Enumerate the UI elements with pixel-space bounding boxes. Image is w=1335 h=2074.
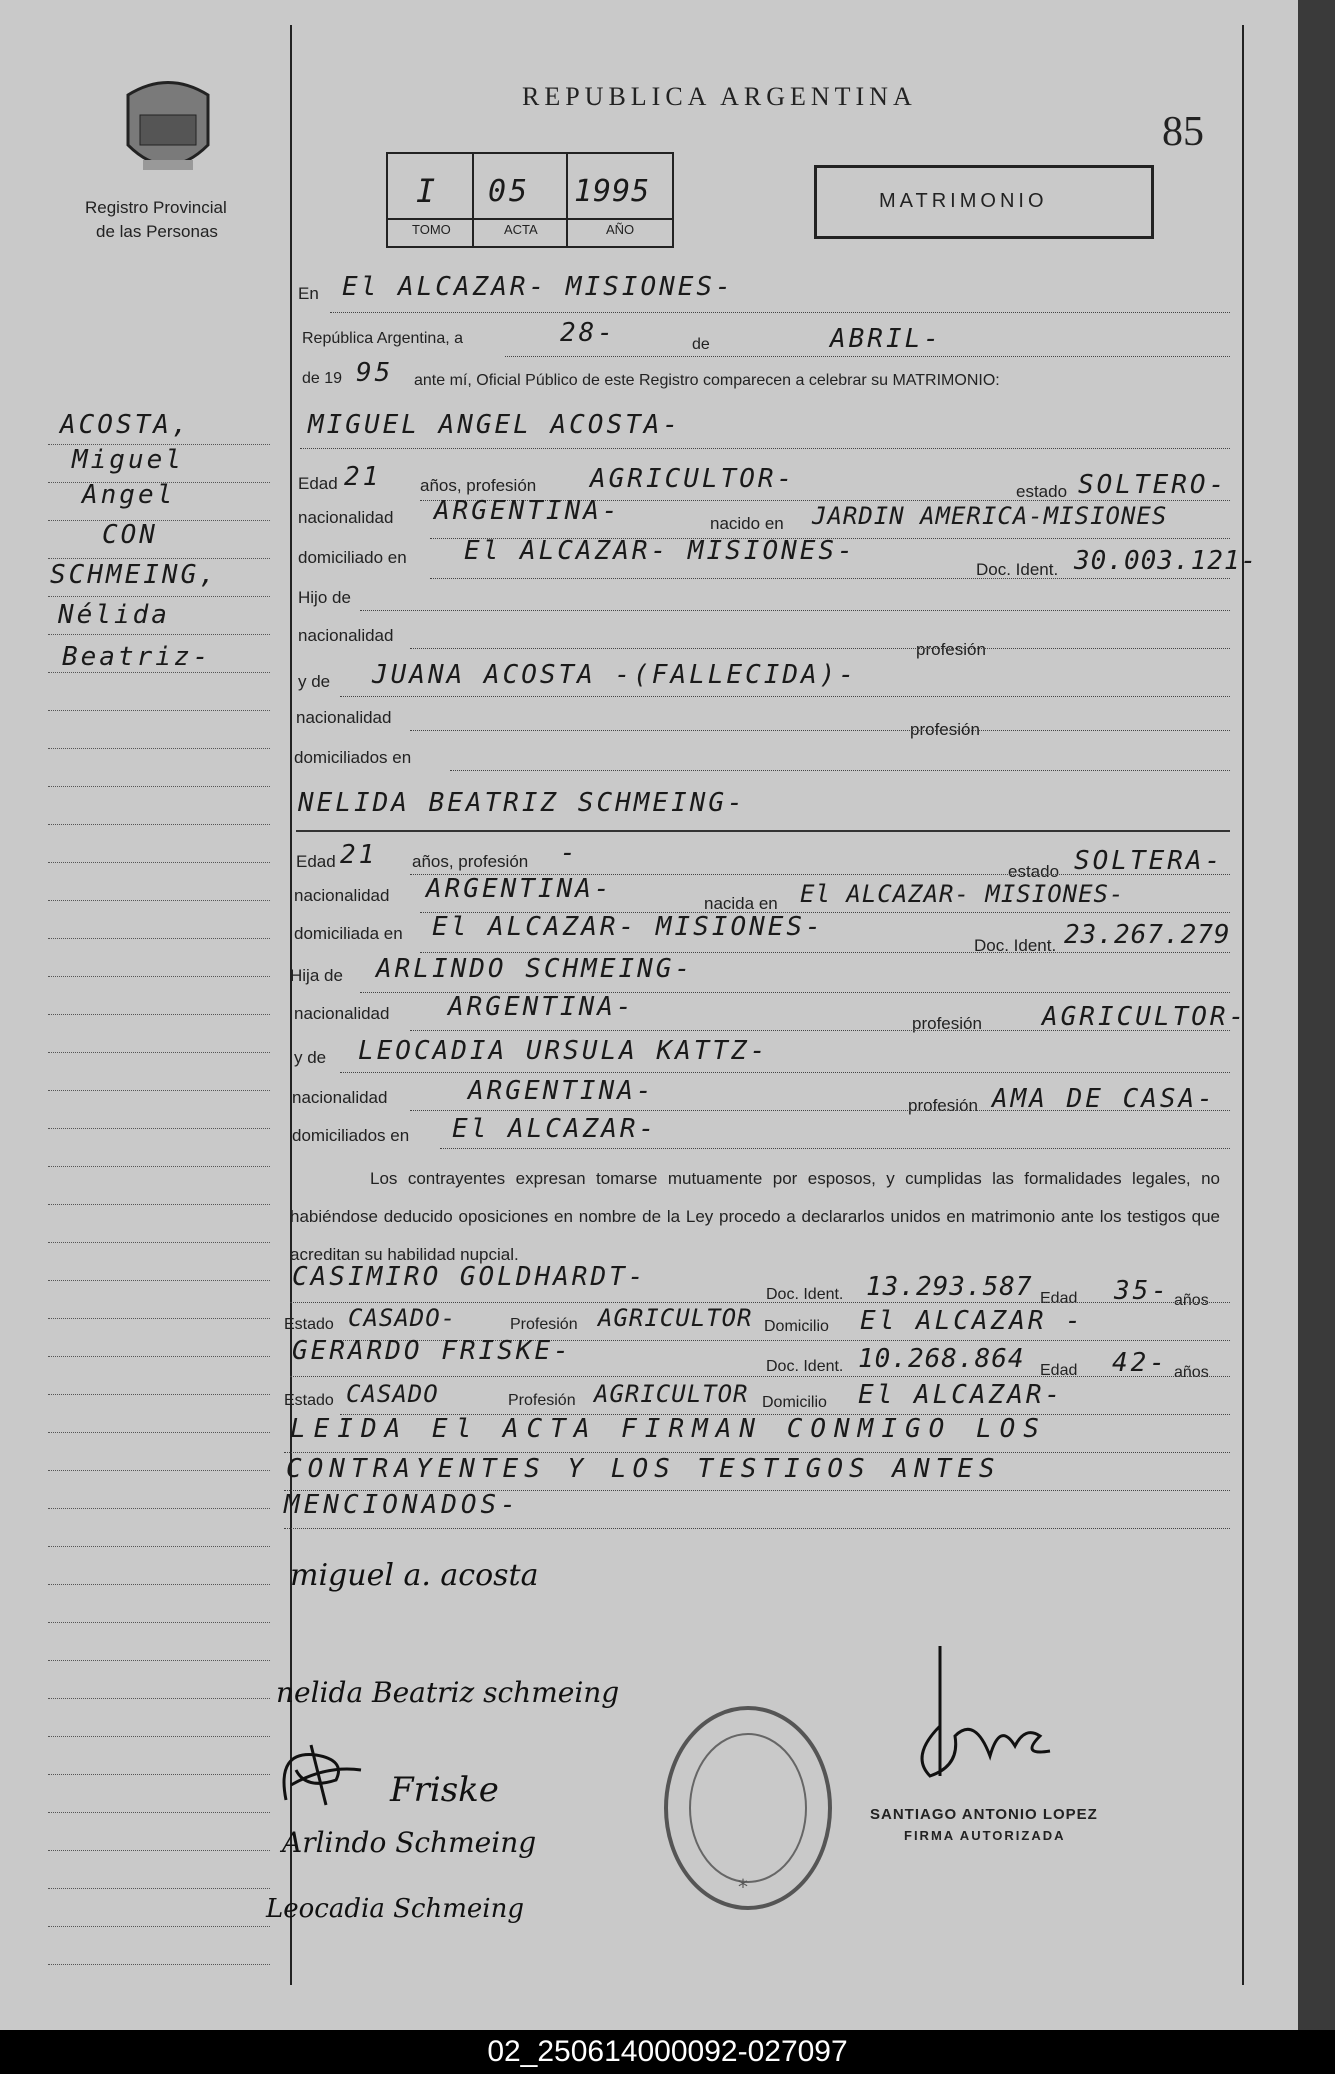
bride-yde-label: y de <box>294 1048 327 1067</box>
bride-madre: LEOCADIA URSULA KATTZ- <box>358 1036 769 1066</box>
intro-text: ante mí, Oficial Público de este Registro comparecen a celebrar su MATRIMONIO: <box>414 372 1000 389</box>
rule <box>300 448 1230 449</box>
groom-nac-label: nacionalidad <box>298 508 394 527</box>
groom-madre-prof-label: profesión <box>910 720 980 739</box>
margin-rule <box>48 976 270 977</box>
witness1-dom: El ALCAZAR - <box>860 1306 1084 1336</box>
bride-doc-label: Doc. Ident. <box>974 936 1057 955</box>
republica-label: República Argentina, a <box>302 330 463 347</box>
groom-hijo-label: Hijo de <box>298 588 351 607</box>
bride-padre-prof: AGRICULTOR- <box>1042 1002 1248 1032</box>
anio-value: 1995 <box>574 174 651 209</box>
margin-rule <box>48 748 270 749</box>
official-stamp <box>660 1700 836 1916</box>
rule <box>284 1528 1230 1529</box>
groom-edad: 21 <box>344 462 382 492</box>
bride-signature: nelida Beatriz schmeing <box>276 1676 620 1709</box>
margin-rule <box>48 1850 270 1851</box>
witness2-prof-label: Profesión <box>508 1392 576 1409</box>
witness1-doc: 13.293.587 <box>866 1272 1033 1302</box>
rule <box>410 648 1230 649</box>
groom-name: MIGUEL ANGEL ACOSTA- <box>308 410 682 440</box>
witness1-anos-label: años <box>1174 1292 1209 1309</box>
bride-madre-prof-label: profesión <box>908 1096 978 1115</box>
groom-madre-nac-label: nacionalidad <box>296 708 392 727</box>
provincial-seal-emblem <box>118 75 218 185</box>
declaration-text: Los contrayentes expresan tomarse mutuamente por esposos, y cumplidas las formalidades legales, no habiéndose deducido oposiciones en nombre de la Ley procedo a declararlos unidos en matrimonio ante los testigos que acreditan su habilidad nupcial. <box>290 1169 1220 1264</box>
margin-note-line6: Nélida <box>58 600 170 630</box>
acta-label: ACTA <box>504 222 538 237</box>
year-value: 95 <box>356 358 394 388</box>
bride-nacida-label: nacida en <box>704 894 778 913</box>
witness2-doc: 10.268.864 <box>858 1344 1025 1374</box>
day-value: 28- <box>560 318 616 348</box>
rule <box>340 696 1230 697</box>
margin-rule <box>48 1014 270 1015</box>
tomo-label: TOMO <box>412 222 451 237</box>
groom-nacido-label: nacido en <box>710 514 784 533</box>
margin-rule <box>48 634 270 635</box>
rule <box>440 1148 1230 1149</box>
scan-id-footer: 02_250614000092-027097 <box>0 2030 1335 2074</box>
margin-rule <box>48 1242 270 1243</box>
closing-line2: CONTRAYENTES Y LOS TESTIGOS ANTES <box>286 1454 1001 1484</box>
margin-rule <box>48 1356 270 1357</box>
witness2-estado-label: Estado <box>284 1392 334 1409</box>
bride-profesion: - <box>560 838 579 868</box>
groom-padre-prof-label: profesión <box>916 640 986 659</box>
bride-padre-prof-label: profesión <box>912 1014 982 1033</box>
groom-estado-label: estado <box>1016 482 1068 501</box>
rule <box>410 1030 1230 1031</box>
acta-value: 05 <box>488 174 531 209</box>
official-title: FIRMA AUTORIZADA <box>904 1828 1066 1843</box>
groom-padre-nac-label: nacionalidad <box>298 626 394 645</box>
margin-rule <box>48 1584 270 1585</box>
margin-rule <box>48 1470 270 1471</box>
witness2-estado: CASADO <box>346 1380 439 1408</box>
bride-estado: SOLTERA- <box>1074 846 1224 876</box>
bride-madre-nac-label: nacionalidad <box>292 1088 388 1107</box>
bride-nacida: El ALCAZAR- MISIONES- <box>800 880 1125 908</box>
margin-note-line1: ACOSTA, <box>60 410 191 440</box>
mother-signature: Leocadia Schmeing <box>266 1894 524 1924</box>
margin-rule <box>48 900 270 901</box>
margin-rule <box>48 1926 270 1927</box>
record-type-box <box>814 165 1154 239</box>
witness1-edad: 35- <box>1114 1276 1170 1306</box>
rule <box>284 1452 1230 1453</box>
margin-rule <box>48 520 270 521</box>
groom-profesion: AGRICULTOR- <box>590 464 796 494</box>
official-name: SANTIAGO ANTONIO LOPEZ <box>870 1806 1098 1823</box>
margin-rule <box>48 1622 270 1623</box>
witness1-estado-label: Estado <box>284 1316 334 1333</box>
bride-nacionalidad: ARGENTINA- <box>426 874 613 904</box>
margin-note-line3: Angel <box>82 480 176 510</box>
groom-doc: 30.003.121- <box>1074 546 1258 576</box>
margin-rule <box>48 1964 270 1965</box>
place-value: El ALCAZAR- MISIONES- <box>342 272 734 302</box>
witness2-name: GERARDO FRISKE- <box>292 1336 572 1366</box>
witness2-anos-label: años <box>1174 1364 1209 1381</box>
margin-rule <box>48 1318 270 1319</box>
margin-rule <box>48 1774 270 1775</box>
margin-rule <box>48 1508 270 1509</box>
book-spine <box>1298 0 1335 2030</box>
margin-rule <box>48 1052 270 1053</box>
record-number-box <box>386 152 674 248</box>
margin-rule <box>48 1888 270 1889</box>
tomo-value: I <box>416 172 439 210</box>
official-signature <box>900 1626 1080 1796</box>
witness2-prof: AGRICULTOR <box>594 1380 749 1408</box>
bride-estado-label: estado <box>1008 862 1060 881</box>
margin-rule <box>48 938 270 939</box>
margin-rule <box>48 672 270 673</box>
bride-padre-nac-label: nacionalidad <box>294 1004 390 1023</box>
bride-madre-nac: ARGENTINA- <box>468 1076 655 1106</box>
bride-dom-label: domiciliada en <box>294 924 403 943</box>
rule <box>420 952 1230 953</box>
groom-doc-label: Doc. Ident. <box>976 560 1059 579</box>
witness1-signature <box>266 1730 376 1820</box>
groom-signature: miguel a. acosta <box>290 1558 539 1593</box>
bride-domicilio: El ALCAZAR- MISIONES- <box>432 912 824 942</box>
margin-rule <box>48 1736 270 1737</box>
witness2-dom-label: Domicilio <box>762 1394 827 1411</box>
bride-doc: 23.267.279 <box>1064 920 1231 950</box>
rule <box>330 312 1230 313</box>
bride-madre-prof: AMA DE CASA- <box>992 1084 1216 1114</box>
margin-rule <box>48 1280 270 1281</box>
year-prefix: de 19 <box>302 370 343 387</box>
groom-domicilio: El ALCAZAR- MISIONES- <box>464 536 856 566</box>
father-signature: Arlindo Schmeing <box>282 1826 537 1859</box>
witness1-prof-label: Profesión <box>510 1316 578 1333</box>
groom-nacionalidad: ARGENTINA- <box>434 496 621 526</box>
margin-rule <box>48 786 270 787</box>
witness1-estado: CASADO- <box>348 1304 457 1332</box>
margin-note-line7: Beatriz- <box>62 642 212 672</box>
rule <box>505 356 1230 357</box>
bride-name: NELIDA BEATRIZ SCHMEING- <box>298 788 746 818</box>
witness2-doc-label: Doc. Ident. <box>766 1358 844 1375</box>
rule <box>410 730 1230 731</box>
bride-padre-nac: ARGENTINA- <box>448 992 635 1022</box>
margin-rule <box>48 824 270 825</box>
registry-name-line1: Registro Provincial <box>85 198 227 217</box>
rule <box>430 578 1230 579</box>
margin-note-line5: SCHMEING, <box>50 560 218 590</box>
margin-rule <box>48 862 270 863</box>
svg-text:*: * <box>738 1875 748 1899</box>
margin-rule <box>48 1812 270 1813</box>
witness1-dom-label: Domicilio <box>764 1318 829 1335</box>
bride-edad-label: Edad <box>296 852 336 871</box>
bride-padre: ARLINDO SCHMEING- <box>376 954 694 984</box>
margin-rule <box>48 1204 270 1205</box>
margin-rule <box>48 558 270 559</box>
page-number: 85 <box>1162 109 1204 155</box>
margin-note-line2: Miguel <box>72 445 184 475</box>
witness2-dom: El ALCAZAR- <box>858 1380 1064 1410</box>
witness1-name: CASIMIRO GOLDHARDT- <box>292 1262 647 1292</box>
margin-rule <box>48 1546 270 1547</box>
margin-rule <box>48 596 270 597</box>
groom-edad-label: Edad <box>298 474 338 493</box>
bride-nac-label: nacionalidad <box>294 886 390 905</box>
witness2-edad: 42- <box>1112 1348 1168 1378</box>
margin-note-line4: CON <box>102 520 158 550</box>
bride-edad: 21 <box>340 840 378 870</box>
bride-hija-label: Hija de <box>290 966 343 985</box>
groom-prof-label: años, profesión <box>420 476 537 495</box>
bride-padres-dom: El ALCAZAR- <box>452 1114 658 1144</box>
country-heading: REPUBLICA ARGENTINA <box>522 82 917 111</box>
anio-label: AÑO <box>606 222 635 237</box>
margin-rule <box>48 1166 270 1167</box>
witness1-edad-label: Edad <box>1040 1290 1078 1307</box>
de-label: de <box>692 336 710 353</box>
witness2-signature: Friske <box>390 1770 499 1810</box>
groom-madre: JUANA ACOSTA -(FALLECIDA)- <box>372 660 857 690</box>
rule <box>410 1110 1230 1111</box>
rule <box>360 610 1230 611</box>
rule <box>450 770 1230 771</box>
margin-rule <box>48 1128 270 1129</box>
closing-line3: MENCIONADOS- <box>284 1490 520 1520</box>
bride-padres-dom-label: domiciliados en <box>292 1126 410 1145</box>
witness2-edad-label: Edad <box>1040 1362 1078 1379</box>
groom-padres-dom-label: domiciliados en <box>294 748 412 767</box>
record-type: MATRIMONIO <box>879 190 1048 212</box>
rule <box>290 1376 1230 1377</box>
bride-prof-label: años, profesión <box>412 852 529 871</box>
month-value: ABRIL- <box>830 324 942 354</box>
margin-rule <box>48 710 270 711</box>
closing-line1: LEIDA El ACTA FIRMAN CONMIGO LOS <box>290 1414 1047 1444</box>
groom-dom-label: domiciliado en <box>298 548 407 567</box>
section-divider <box>296 830 1230 832</box>
groom-estado: SOLTERO- <box>1078 470 1228 500</box>
margin-rule <box>48 1394 270 1395</box>
registry-name-line2: de las Personas <box>96 222 218 241</box>
groom-nacido: JARDIN AMERICA-MISIONES <box>812 502 1168 530</box>
rule <box>340 1072 1230 1073</box>
witness1-doc-label: Doc. Ident. <box>766 1286 844 1303</box>
margin-rule <box>48 1698 270 1699</box>
witness1-prof: AGRICULTOR <box>598 1304 753 1332</box>
margin-rule <box>48 1090 270 1091</box>
margin-rule <box>48 1660 270 1661</box>
groom-yde-label: y de <box>298 672 331 691</box>
margin-rule <box>48 1432 270 1433</box>
en-label: En <box>298 284 319 303</box>
rule <box>290 1302 1230 1303</box>
